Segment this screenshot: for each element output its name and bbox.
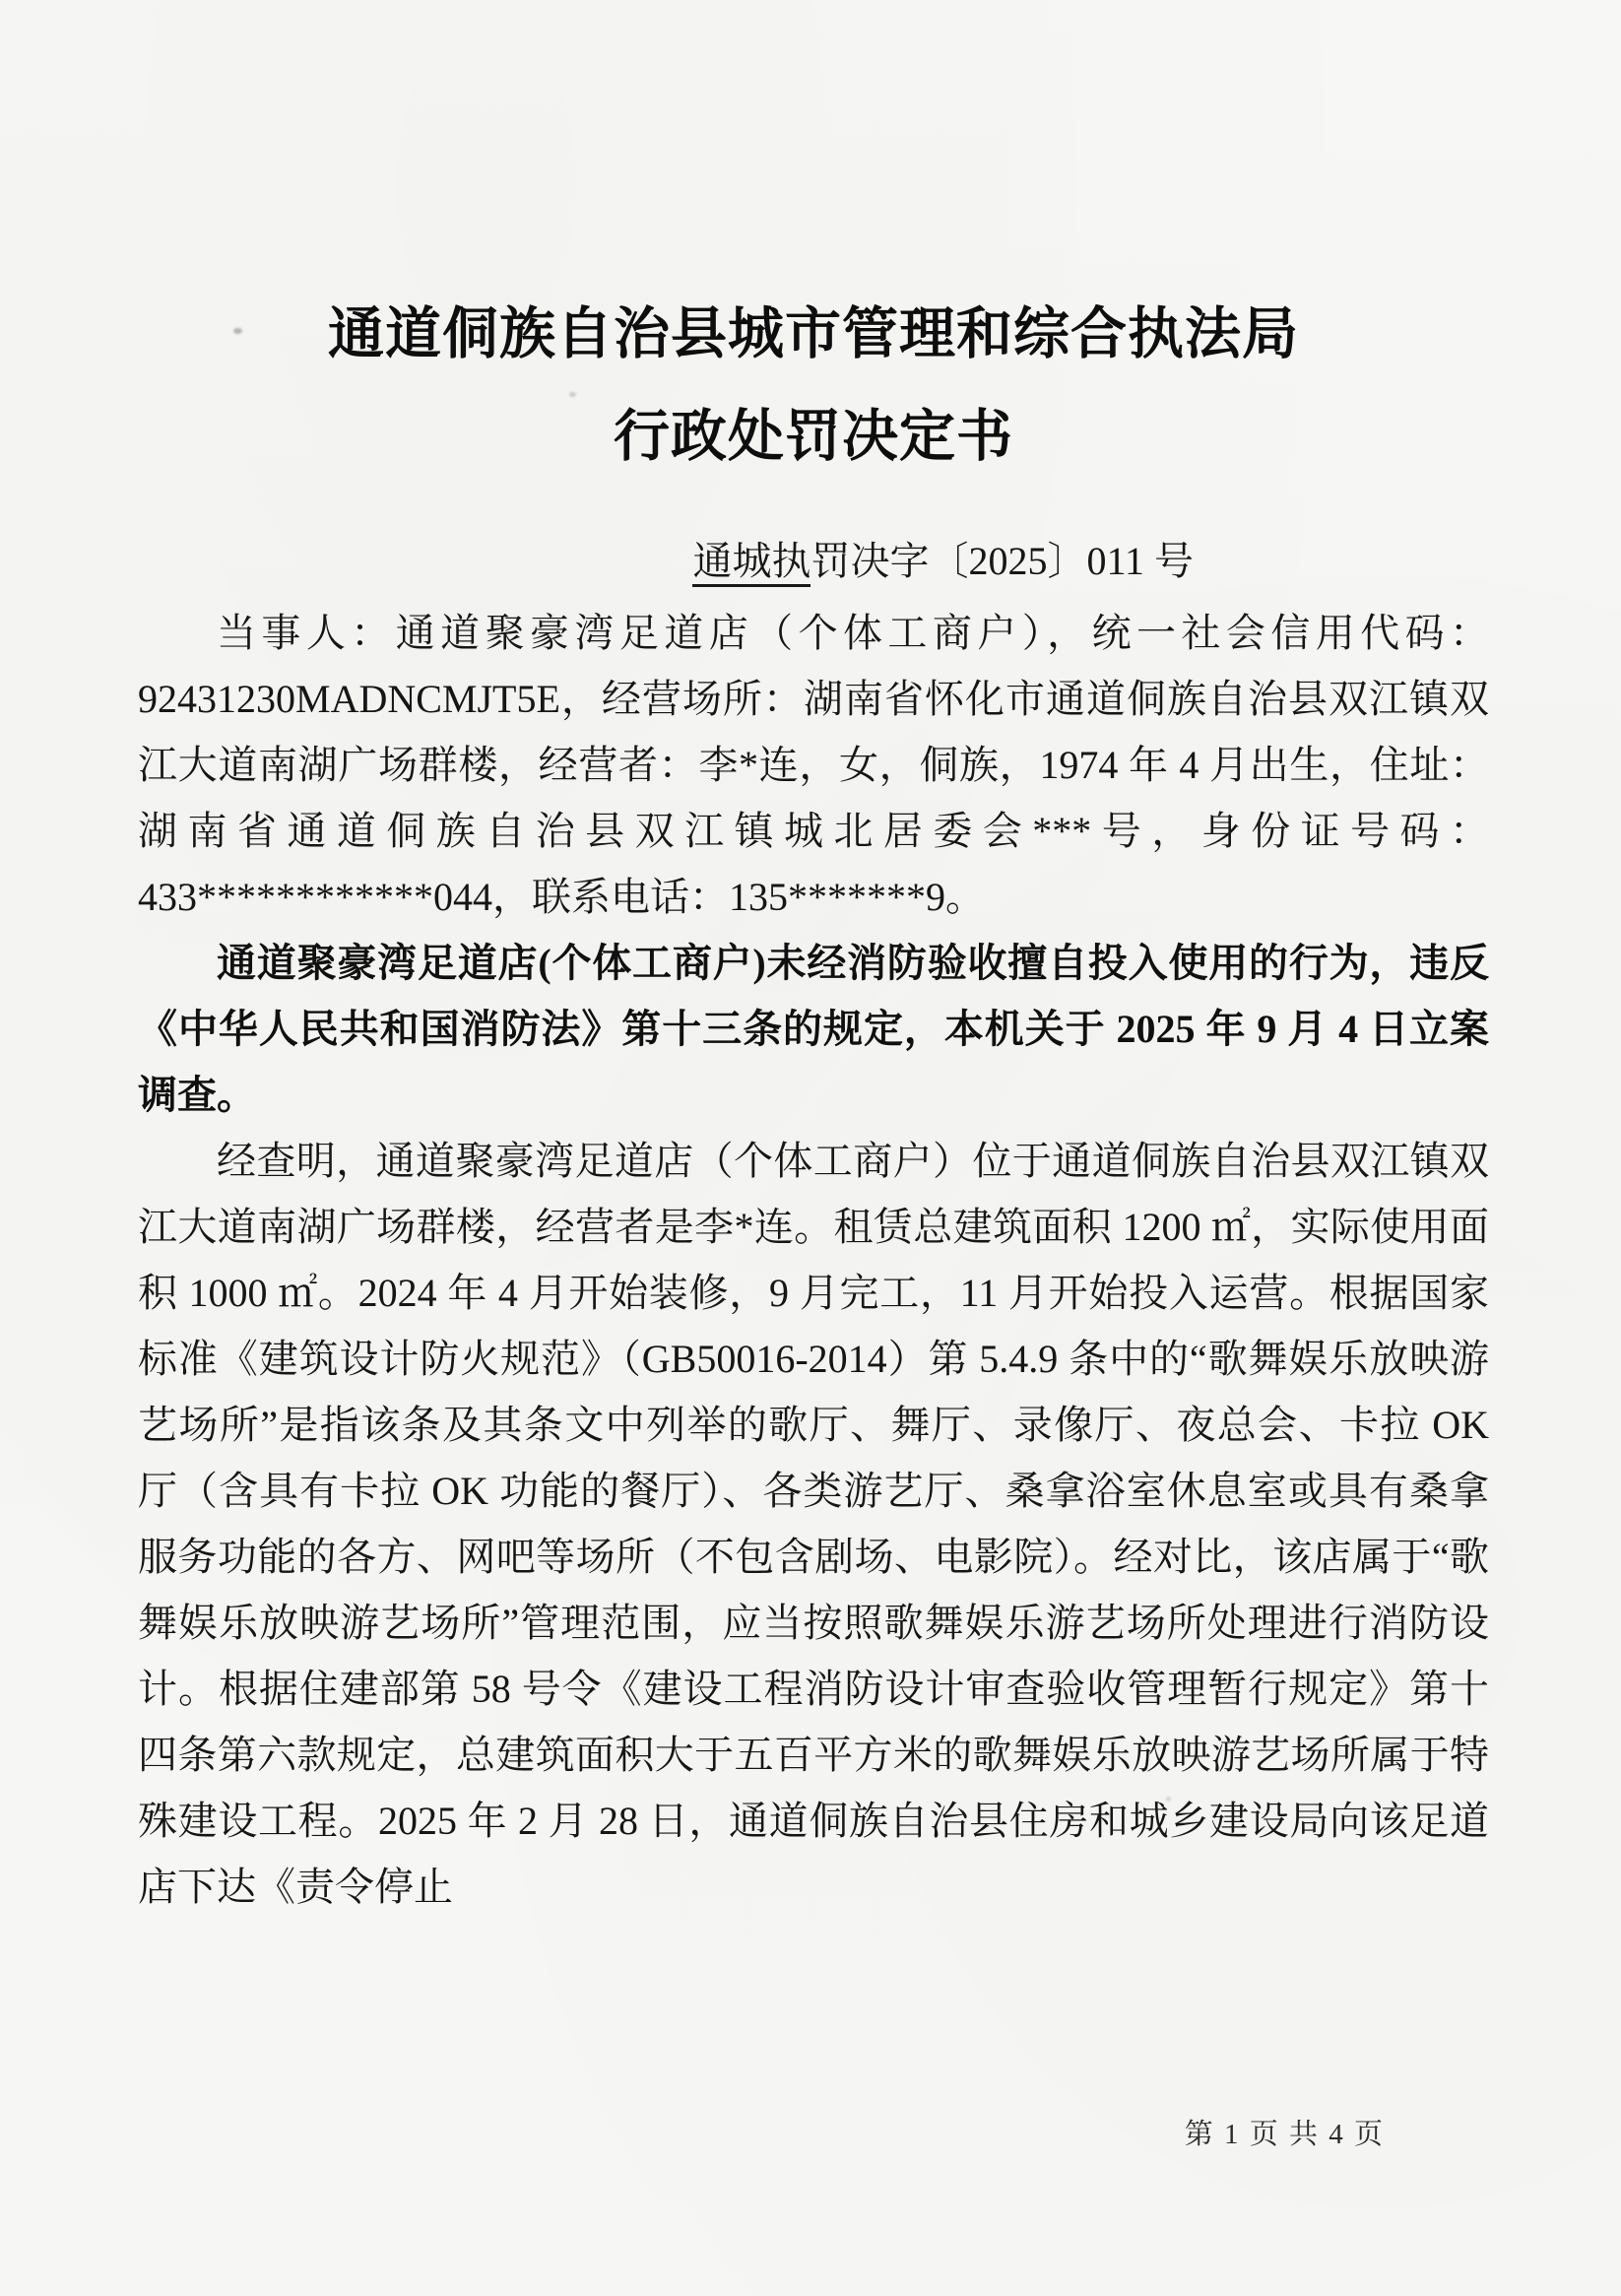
document-number [138, 528, 1489, 594]
document-number-prefix: 通城执 [692, 539, 810, 587]
scan-speck [1166, 1797, 1171, 1802]
title-line-2: 行政处罚决定书 [614, 406, 1013, 468]
document-body [138, 600, 1489, 1920]
title-line-1: 通道侗族自治县城市管理和综合执法局 [328, 303, 1299, 365]
paragraph-violation: 通道聚豪湾足道店(个体工商户)未经消防验收擅自投入使用的行为，违反《中华人民共和国消防法》第十三条的规定，本机关于 2025 年 9 月 4 日立案调查。 [138, 941, 1489, 1117]
paragraph-findings: 经查明，通道聚豪湾足道店（个体工商户）位于通道侗族自治县双江镇双江大道南湖广场群楼，经营者是李*连。租赁总建筑面积 1200 ㎡，实际使用面积 1000 ㎡。2024 年 4 月开始装修，9 月完工，11 月开始投入运营。根据国家标准《建筑设计防火规范》（GB50016-2014）第 5.4.9 条中的“歌舞娱乐放映游艺场所”是指该条及其条文中列举的歌厅、舞厅、录像厅、夜总会、卡拉 OK 厅（含具有卡拉 OK 功能的餐厅）、各类游艺厅、桑拿浴室休息室或具有桑拿服务功能的各方、网吧等场所（不包含剧场、电影院）。经对比，该店属于“歌舞娱乐放映游艺场所”管理范围，应当按照歌舞娱乐游艺场所处理进行消防设计。根据住建部第 58 号令《建设工程消防设计审查验收管理暂行规定》第十四条第六款规定，总建筑面积大于五百平方米的歌舞娱乐放映游艺场所属于特殊建设工程。2025 年 2 月 28 日，通道侗族自治县住房和城乡建设局向该足道店下达《责令停止 [138, 1139, 1489, 1909]
scan-speck [233, 328, 242, 334]
document-title [138, 284, 1489, 489]
document-number-rest: 罚决字〔2025〕011 号 [810, 539, 1194, 583]
paragraph-parties: 当事人：通道聚豪湾足道店（个体工商户），统一社会信用代码：92431230MADNCMJT5E，经营场所：湖南省怀化市通道侗族自治县双江镇双江大道南湖广场群楼，经营者：李*连，女，侗族，1974 年 4 月出生，住址：湖南省通道侗族自治县双江镇城北居委会***号，身份证号码：433************044，联系电话：135*******9。 [138, 611, 1489, 919]
page-number-label: 第 1 页 共 4 页 [1184, 2119, 1385, 2150]
page-footer [1185, 2112, 1385, 2152]
scan-speck [569, 392, 576, 397]
